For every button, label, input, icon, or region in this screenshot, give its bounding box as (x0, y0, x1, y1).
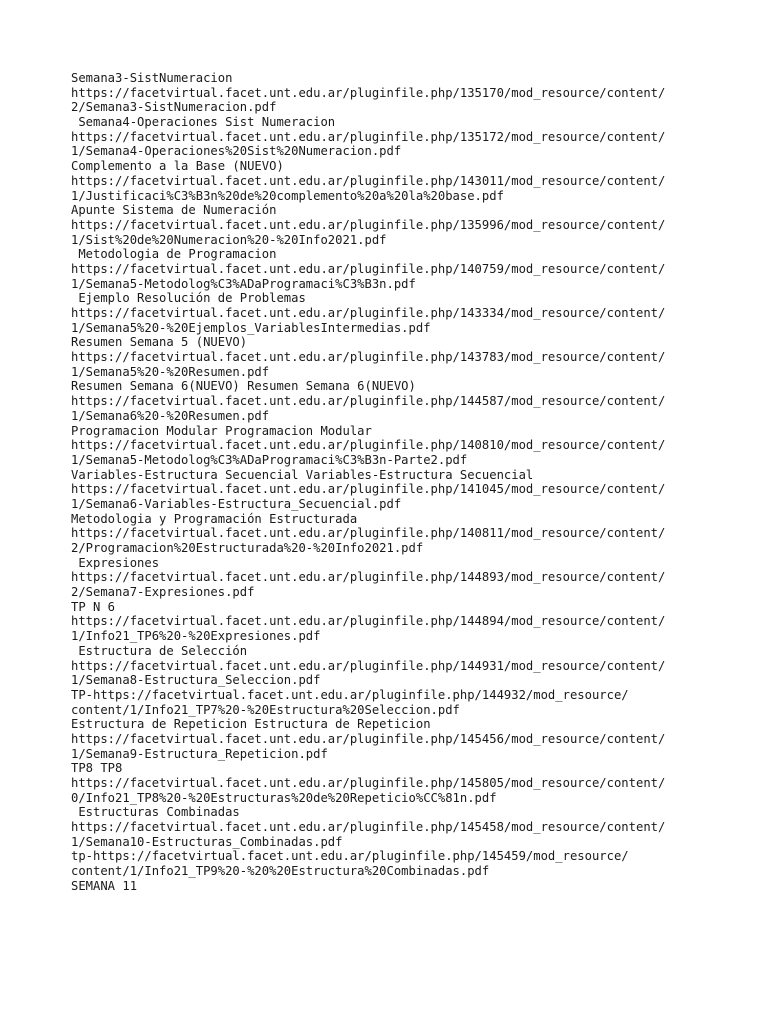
text-line: https://facetvirtual.facet.unt.edu.ar/pluginfile.php/143334/mod_resource/content/ (71, 306, 666, 320)
text-line: Estructura de Selección (71, 643, 248, 658)
text-line: content/1/Info21_TP7%20-%20Estructura%20Seleccion.pdf (71, 702, 460, 717)
text-line: Resumen Semana 6(NUEVO) Resumen Semana 6(NUEVO) (71, 379, 416, 394)
text-line: 1/Semana5-Metodolog%C3%ADaProgramaci%C3%B3n.pdf (71, 276, 416, 291)
text-line: TP N 6 (71, 599, 116, 614)
text-line: Semana3-SistNumeracion (71, 71, 233, 85)
text-line: 1/Justificaci%C3%B3n%20de%20complemento%20a%20la%20base.pdf (71, 188, 504, 203)
text-line: content/1/Info21_TP9%20-%20%20Estructura%20Combinadas.pdf (71, 864, 490, 879)
text-line: https://facetvirtual.facet.unt.edu.ar/pluginfile.php/144893/mod_resource/content/ (71, 570, 666, 585)
text-line: Metodologia y Programación Estructurada (71, 511, 358, 526)
text-line: 2/Semana3-SistNumeracion.pdf (71, 100, 277, 115)
text-line: Variables-Estructura Secuencial Variables-Estructura Secuencial (71, 467, 534, 482)
text-line: 1/Sist%20de%20Numeracion%20-%20Info2021.pdf (71, 232, 387, 247)
text-line: 1/Semana5-Metodolog%C3%ADaProgramaci%C3%B3n-Parte2.pdf (71, 452, 468, 467)
text-line: 1/Semana6-Variables-Estructura_Secuencial.pdf (71, 496, 402, 511)
text-line: Programacion Modular Programacion Modular (71, 423, 372, 438)
text-line: Complemento a la Base (NUEVO) (71, 159, 284, 174)
text-line: 1/Semana6%20-%20Resumen.pdf (71, 408, 270, 423)
text-line: tp-https://facetvirtual.facet.unt.edu.ar/pluginfile.php/145459/mod_resource/ (71, 849, 629, 864)
text-line: 1/Semana4-Operaciones%20Sist%20Numeracion.pdf (71, 144, 402, 159)
document-text (71, 71, 711, 894)
text-line: Semana4-Operaciones Sist Numeracion (71, 115, 336, 130)
text-line: 1/Semana10-Estructuras_Combinadas.pdf (71, 834, 343, 849)
text-line: https://facetvirtual.facet.unt.edu.ar/pluginfile.php/135172/mod_resource/content/ (71, 129, 666, 144)
text-line: 1/Semana8-Estructura_Seleccion.pdf (71, 673, 321, 688)
text-line: 2/Programacion%20Estructurada%20-%20Info2021.pdf (71, 541, 424, 555)
text-line: SEMANA 11 (71, 878, 138, 893)
text-line: https://facetvirtual.facet.unt.edu.ar/pluginfile.php/143011/mod_resource/content/ (71, 173, 666, 188)
text-line: https://facetvirtual.facet.unt.edu.ar/pluginfile.php/140810/mod_resource/content/ (71, 438, 666, 453)
text-line: 2/Semana7-Expresiones.pdf (71, 585, 255, 600)
text-line: Estructura de Repeticion Estructura de Repeticion (71, 717, 431, 732)
text-line: https://facetvirtual.facet.unt.edu.ar/pluginfile.php/145456/mod_resource/content/ (71, 731, 666, 746)
text-line: https://facetvirtual.facet.unt.edu.ar/pluginfile.php/145458/mod_resource/content/ (71, 820, 666, 835)
text-line: https://facetvirtual.facet.unt.edu.ar/pluginfile.php/145805/mod_resource/content/ (71, 776, 666, 790)
text-line: TP-https://facetvirtual.facet.unt.edu.ar/pluginfile.php/144932/mod_resource/ (71, 687, 629, 702)
text-line: 1/Semana5%20-%20Ejemplos_VariablesIntermedias.pdf (71, 320, 431, 335)
text-line: https://facetvirtual.facet.unt.edu.ar/pluginfile.php/143783/mod_resource/content/ (71, 350, 666, 365)
text-line: https://facetvirtual.facet.unt.edu.ar/pluginfile.php/144894/mod_resource/content/ (71, 614, 666, 629)
text-line: Resumen Semana 5 (NUEVO) (71, 335, 248, 350)
text-line: 1/Semana9-Estructura_Repeticion.pdf (71, 746, 328, 761)
text-line: TP8 TP8 (71, 761, 123, 776)
text-line: https://facetvirtual.facet.unt.edu.ar/pluginfile.php/135170/mod_resource/content/ (71, 85, 666, 100)
text-line: https://facetvirtual.facet.unt.edu.ar/pluginfile.php/144931/mod_resource/content/ (71, 658, 666, 673)
text-line: 0/Info21_TP8%20-%20Estructuras%20de%20Repeticio%CC%81n.pdf (71, 790, 497, 805)
text-line: https://facetvirtual.facet.unt.edu.ar/pluginfile.php/144587/mod_resource/content/ (71, 394, 666, 409)
text-line: https://facetvirtual.facet.unt.edu.ar/pluginfile.php/141045/mod_resource/content/ (71, 482, 666, 497)
text-line: Ejemplo Resolución de Problemas (71, 291, 306, 306)
text-line: 1/Semana5%20-%20Resumen.pdf (71, 364, 270, 379)
text-line: Apunte Sistema de Numeración (71, 203, 277, 218)
text-line: Metodologia de Programacion (71, 247, 277, 262)
text-line: https://facetvirtual.facet.unt.edu.ar/pluginfile.php/140759/mod_resource/content/ (71, 261, 666, 276)
text-line: https://facetvirtual.facet.unt.edu.ar/pluginfile.php/135996/mod_resource/content/ (71, 217, 666, 232)
text-line: Estructuras Combinadas (71, 805, 240, 820)
text-line: https://facetvirtual.facet.unt.edu.ar/pluginfile.php/140811/mod_resource/content/ (71, 526, 666, 541)
text-line: Expresiones (71, 555, 160, 570)
text-line: 1/Info21_TP6%20-%20Expresiones.pdf (71, 629, 321, 644)
